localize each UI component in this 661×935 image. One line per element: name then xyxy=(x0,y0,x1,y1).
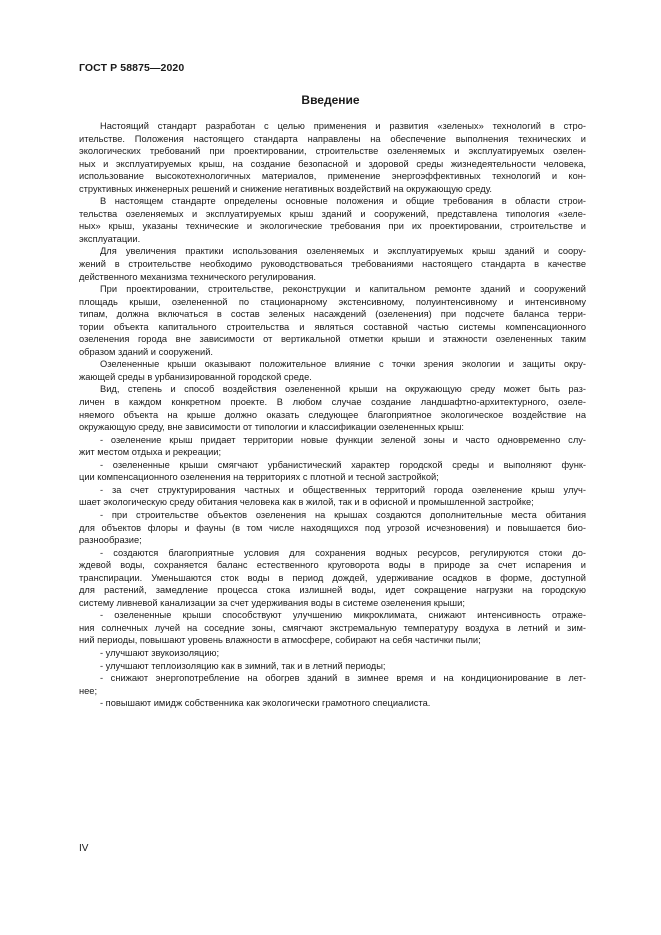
text-line: эксплуатации. xyxy=(79,233,141,244)
text-line: систему ливневой канализации за счет удерживания воды в системе озеленения крыши; xyxy=(79,597,465,608)
text-line: - озелененные крыши смягчают урбанистический характер городской среды и выполняют функ- xyxy=(100,459,586,470)
section-title: Введение xyxy=(301,93,360,107)
text-line: для растений, замедление процесса стока излишней воды, идет сокращение нагрузки на городскую xyxy=(79,585,586,596)
text-line: типам, должна включаться в состав зеленых насаждений (озеленения) при подсчете баланса терри- xyxy=(79,309,586,320)
text-line: нее; xyxy=(79,685,98,696)
text-line: действенного механизма технического регулирования. xyxy=(79,271,317,282)
body-text xyxy=(79,120,586,710)
standard-code-header: ГОСТ Р 58875—2020 xyxy=(79,62,185,74)
text-line: В настоящем стандарте определены основные положения и общие требования в области строи- xyxy=(100,196,586,207)
text-line: экологических требований при проектировании, строительстве озеленяемых и эксплуатируемых озелен- xyxy=(79,146,586,157)
text-line: ных и эксплуатируемых крыш, на создание безопасной и здоровой среды жизнедеятельности человека, xyxy=(79,158,586,169)
text-line: разнообразие; xyxy=(79,535,142,546)
text-line: шает экологическую среду обитания человека как в жилой, так и в офисной и промышленной застройке; xyxy=(79,497,534,508)
text-line: - улучшают звукоизоляцию; xyxy=(100,647,220,658)
text-line: жающей среды в урбанизированной городской среде. xyxy=(79,371,312,382)
text-line: - за счет структурирования частных и общественных территорий города озеленение крыш улуч- xyxy=(100,484,586,495)
page-number: IV xyxy=(79,843,89,854)
text-line: окружающую среду, вне зависимости от типологии и классификации озелененных крыш: xyxy=(79,422,465,433)
text-line: - повышают имидж собственника как экологически грамотного специалиста. xyxy=(100,698,431,709)
text-line: жений в строительстве необходимо руководствоваться требованиями настоящего стандарта в качестве xyxy=(79,259,586,270)
text-line: жит местом отдыха и рекреации; xyxy=(79,447,222,458)
text-line: транспирации. Уменьшаются сток воды в период дождей, удерживание осадков в форме, доступной xyxy=(79,572,586,583)
text-line: структивных инженерных решений и снижение негативных воздействий на окружающую среду. xyxy=(79,183,492,194)
text-line: образом зданий и сооружений. xyxy=(79,346,213,357)
text-line: - создаются благоприятные условия для сохранения водных ресурсов, регулируются стоки до- xyxy=(100,547,586,558)
text-line: - озеленение крыш придает территории новые функции зеленой зоны и часто одновременно слу- xyxy=(100,434,586,445)
text-line: личен в каждом конкретном проекте. В любом случае создание ландшафтно-архитектурного, озеле- xyxy=(79,397,586,408)
text-line: Озелененные крыши оказывают положительное влияние с точки зрения экологии и защиты окру- xyxy=(100,359,586,370)
text-line: Вид, степень и способ воздействия озелененной крыши на окружающую среду может быть раз- xyxy=(100,384,586,395)
text-line: - снижают энергопотребление на обогрев зданий в зимнее время и на кондиционирование в лет- xyxy=(100,673,586,684)
text-line: При проектировании, строительстве, реконструкции и капитальном ремонте зданий и сооружений xyxy=(100,284,586,295)
text-line: озеленения города вне зависимости от вертикальной отметки крыши и этажности озелененных таким xyxy=(79,334,586,345)
text-line: няемого объекта на крыше должно оказать следующее благоприятное экологическое воздействие на xyxy=(79,409,586,420)
text-line: ний периоды, повышают уровень влажности в атмосфере, собирают на себя частички пыли; xyxy=(79,635,481,646)
text-line: для объектов флоры и фауны (в том числе находящихся под угрозой исчезновения) и повышается био- xyxy=(79,522,586,533)
text-line: использование высокотехнологичных материалов, применение энергоэффективных технологий и кон- xyxy=(79,171,586,182)
text-line: ительстве. Положения настоящего стандарта направлены на обеспечение выполнения технических и xyxy=(79,133,586,144)
text-line: ждевой воды, сохраняется баланс естественного круговорота воды в природе за счет испарения и xyxy=(79,560,586,571)
text-line: - озелененные крыши способствуют улучшению микроклимата, снижают интенсивность отраже- xyxy=(100,610,586,621)
text-line: тельства озеленяемых и эксплуатируемых крыш зданий и сооружений, представлена типология «зеле- xyxy=(79,208,586,219)
text-line: ции компенсационного озеленения на территориях с плотной и тесной застройкой; xyxy=(79,472,439,483)
text-line: площадь крыши, озелененной по стационарному экстенсивному, полуинтенсивному и интенсивному xyxy=(79,296,586,307)
text-line: - при строительстве объектов озеленения на крышах создаются дополнительные места обитания xyxy=(100,509,586,520)
text-line: ния солнечных лучей на соседние зоны, смягчают экстремальную температуру воздуха в летний и зим- xyxy=(79,622,586,633)
text-line: тории объекта капитального строительства и являться составной частью системы компенсационного xyxy=(79,321,586,332)
text-line: Для увеличения практики использования озеленяемых и эксплуатируемых крыш зданий и соору- xyxy=(100,246,586,257)
text-line: ных» крыш, указаны технические и экологические требования при их проектировании, строительстве и xyxy=(79,221,586,232)
text-line: - улучшают теплоизоляцию как в зимний, так и в летний периоды; xyxy=(100,660,386,671)
text-line: Настоящий стандарт разработан с целью применения и развития «зеленых» технологий в стро- xyxy=(100,121,586,131)
